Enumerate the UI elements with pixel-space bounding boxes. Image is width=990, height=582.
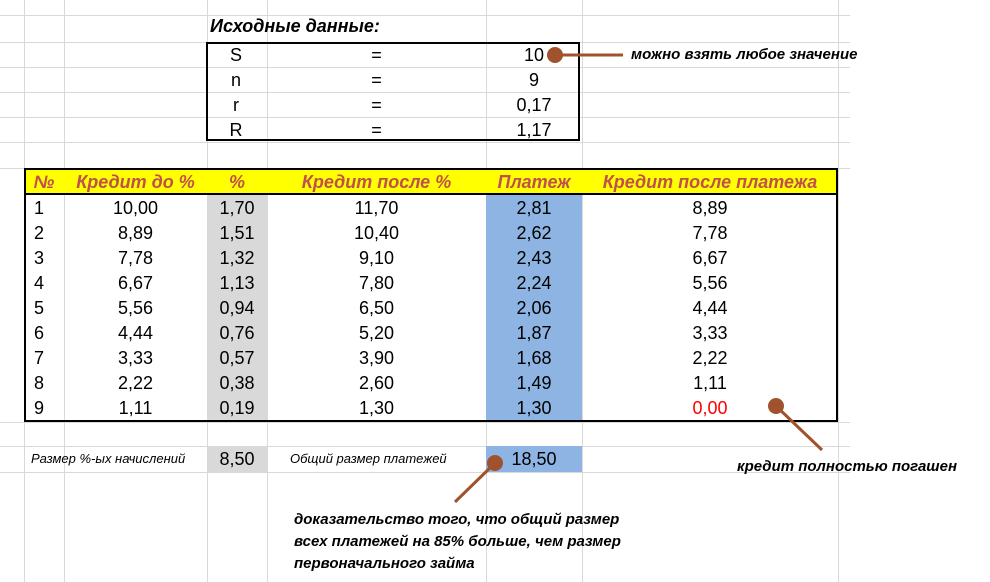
table-cell[interactable]: 0,38 bbox=[219, 373, 255, 393]
note-proof-line2: всех платежей на 85% больше, чем размер bbox=[294, 533, 621, 550]
table-cell[interactable]: 1,30 bbox=[358, 398, 395, 418]
table-cell[interactable]: 3,33 bbox=[692, 323, 728, 343]
table-cell[interactable]: 1,51 bbox=[219, 223, 255, 243]
table-cell[interactable]: 6,67 bbox=[692, 248, 728, 268]
table-cell[interactable]: 1,32 bbox=[219, 248, 255, 268]
input-eq-cell[interactable]: = bbox=[371, 45, 382, 65]
table-cell[interactable]: 4,44 bbox=[692, 298, 728, 318]
input-value-cell[interactable]: 0,17 bbox=[516, 95, 552, 115]
table-cell[interactable]: 2,24 bbox=[516, 273, 552, 293]
table-cell[interactable]: 0,00 bbox=[692, 398, 728, 418]
table-cell[interactable]: 8,89 bbox=[117, 223, 154, 243]
input-name-cell[interactable]: R bbox=[229, 120, 243, 140]
table-cell[interactable]: 2,81 bbox=[516, 198, 552, 218]
table-cell[interactable]: 2,62 bbox=[516, 223, 552, 243]
table-cell[interactable]: 2,43 bbox=[516, 248, 552, 268]
interest-total-label: Размер %-ых начислений bbox=[31, 451, 186, 466]
column-header[interactable]: Кредит после платежа bbox=[602, 172, 818, 192]
table-cell[interactable]: 9,10 bbox=[358, 248, 395, 268]
table-cell[interactable]: 0,19 bbox=[219, 398, 255, 418]
note-paid-off: кредит полностью погашен bbox=[737, 458, 958, 475]
table-cell[interactable]: 5,56 bbox=[692, 273, 728, 293]
table-cell[interactable]: 6,67 bbox=[117, 273, 154, 293]
note-proof-line1: доказательство того, что общий размер bbox=[294, 511, 620, 528]
input-value-cell[interactable]: 1,17 bbox=[516, 120, 552, 140]
table-cell[interactable]: 3,90 bbox=[358, 348, 395, 368]
table-cell[interactable]: 2,60 bbox=[358, 373, 395, 393]
column-header[interactable]: Кредит до % bbox=[76, 172, 195, 192]
column-header[interactable]: % bbox=[228, 172, 245, 192]
table-cell[interactable]: 1,49 bbox=[516, 373, 552, 393]
column-header[interactable]: Платеж bbox=[497, 172, 571, 192]
table-cell[interactable]: 0,76 bbox=[219, 323, 255, 343]
callout-dot-paid-off bbox=[768, 398, 784, 414]
table-cell[interactable]: 9 bbox=[34, 398, 45, 418]
input-eq-cell[interactable]: = bbox=[371, 95, 382, 115]
table-cell[interactable]: 4 bbox=[34, 273, 45, 293]
table-cell[interactable]: 2,22 bbox=[117, 373, 154, 393]
table-cell[interactable]: 10,00 bbox=[112, 198, 159, 218]
inputs-title: Исходные данные: bbox=[210, 16, 380, 36]
table-cell[interactable]: 1,11 bbox=[693, 373, 727, 393]
table-cell[interactable]: 8,89 bbox=[692, 198, 728, 218]
payments-total-value[interactable]: 18,50 bbox=[511, 449, 557, 469]
table-cell[interactable]: 6,50 bbox=[358, 298, 395, 318]
table-cell[interactable]: 1,87 bbox=[516, 323, 552, 343]
callout-line-proof bbox=[455, 463, 495, 502]
table-cell[interactable]: 11,70 bbox=[354, 198, 399, 218]
input-value-cell[interactable]: 9 bbox=[528, 70, 539, 90]
note-any-value: можно взять любое значение bbox=[631, 46, 858, 63]
note-proof-line3: первоначального займа bbox=[294, 555, 475, 572]
input-eq-cell[interactable]: = bbox=[371, 70, 382, 90]
input-name-cell[interactable]: S bbox=[229, 45, 242, 65]
table-cell[interactable]: 5,20 bbox=[358, 323, 395, 343]
input-name-cell[interactable]: r bbox=[233, 95, 239, 115]
callout-line-paid-off bbox=[776, 406, 822, 450]
table-cell[interactable]: 1,30 bbox=[516, 398, 552, 418]
table-cell[interactable]: 7,80 bbox=[358, 273, 395, 293]
input-eq-cell[interactable]: = bbox=[371, 120, 382, 140]
column-header[interactable]: Кредит после % bbox=[301, 172, 452, 192]
callout-dot-any-value bbox=[547, 47, 563, 63]
table-cell[interactable]: 1,13 bbox=[219, 273, 255, 293]
table-cell[interactable]: 2,06 bbox=[516, 298, 552, 318]
interest-total-value[interactable]: 8,50 bbox=[219, 449, 255, 469]
table-cell[interactable]: 3,33 bbox=[117, 348, 154, 368]
table-cell[interactable]: 1 bbox=[34, 198, 45, 218]
callout-dot-proof bbox=[487, 455, 503, 471]
table-cell[interactable]: 1,11 bbox=[118, 398, 153, 418]
input-value-cell[interactable]: 10 bbox=[523, 45, 545, 65]
table-cell[interactable]: 10,40 bbox=[353, 223, 400, 243]
table-cell[interactable]: 7 bbox=[34, 348, 45, 368]
input-name-cell[interactable]: n bbox=[230, 70, 241, 90]
table-cell[interactable]: 5,56 bbox=[117, 298, 154, 318]
table-cell[interactable]: 2 bbox=[34, 223, 45, 243]
table-cell[interactable]: 0,57 bbox=[219, 348, 255, 368]
column-header[interactable]: № bbox=[33, 172, 55, 192]
table-cell[interactable]: 7,78 bbox=[692, 223, 728, 243]
table-cell[interactable]: 0,94 bbox=[219, 298, 255, 318]
table-cell[interactable]: 3 bbox=[34, 248, 45, 268]
table-cell[interactable]: 4,44 bbox=[117, 323, 154, 343]
table-cell[interactable]: 5 bbox=[34, 298, 45, 318]
table-cell[interactable]: 6 bbox=[34, 323, 45, 343]
table-cell[interactable]: 8 bbox=[34, 373, 45, 393]
table-cell[interactable]: 2,22 bbox=[692, 348, 728, 368]
table-cell[interactable]: 1,70 bbox=[219, 198, 255, 218]
table-cell[interactable]: 1,68 bbox=[516, 348, 552, 368]
table-cell[interactable]: 7,78 bbox=[117, 248, 154, 268]
payments-total-label: Общий размер платежей bbox=[290, 451, 447, 466]
